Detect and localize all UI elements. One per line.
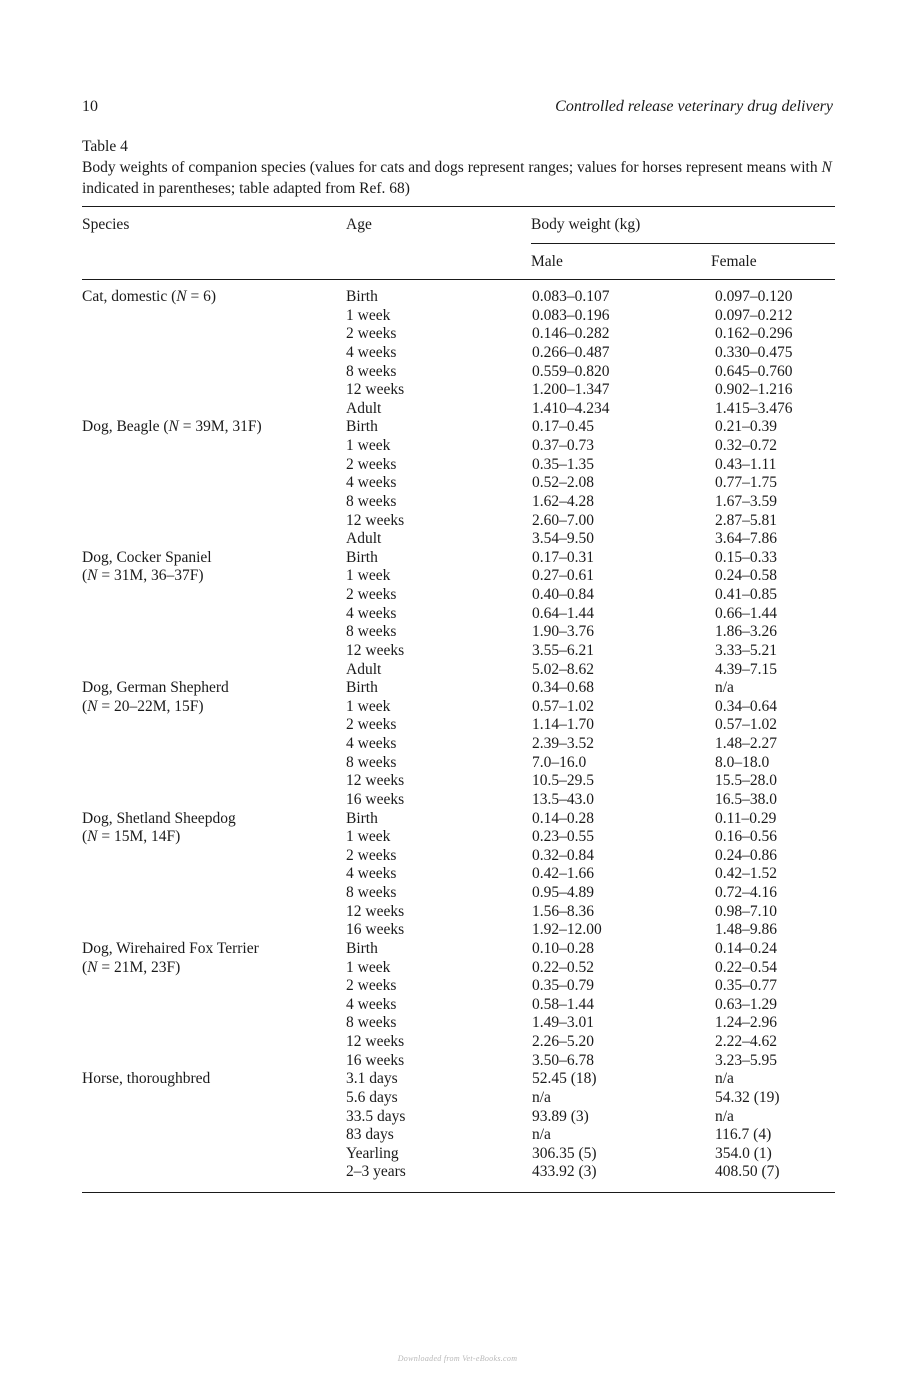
species-cell xyxy=(82,363,346,382)
male-weight-cell: 0.14–0.28 xyxy=(532,809,594,827)
age-cell: Adult xyxy=(346,399,382,417)
female-weight-cell: 408.50 (7) xyxy=(715,1163,780,1181)
male-weight-cell: 0.22–0.52 xyxy=(532,958,594,976)
watermark: Downloaded from Vet-eBooks.com xyxy=(397,1354,518,1363)
age-cell: 1 week xyxy=(346,437,391,454)
header-bottom-rule xyxy=(82,279,835,280)
male-weight-cell: 1.14–1.70 xyxy=(532,716,594,734)
male-weight-cell: 0.37–0.73 xyxy=(532,437,594,454)
age-cell: 12 weeks xyxy=(346,381,405,399)
age-cell: 2 weeks xyxy=(346,455,397,473)
female-weight-cell: 0.35–0.77 xyxy=(715,977,777,995)
male-weight-cell: 1.90–3.76 xyxy=(532,623,594,641)
age-cell: 2 weeks xyxy=(346,586,397,603)
table-row xyxy=(82,530,835,549)
table-row xyxy=(82,903,835,922)
species-cell: Dog, Shetland Sheepdog xyxy=(82,809,236,827)
female-weight-cell: 8.0–18.0 xyxy=(715,753,770,771)
table-row xyxy=(82,605,835,624)
male-weight-cell: 0.52–2.08 xyxy=(532,474,594,492)
male-weight-cell: 1.62–4.28 xyxy=(532,492,594,510)
age-cell: 12 weeks xyxy=(346,511,405,529)
species-cell: Dog, German Shepherd xyxy=(82,679,229,697)
male-weight-cell: 0.17–0.31 xyxy=(532,548,594,566)
female-weight-cell: 116.7 (4) xyxy=(715,1126,772,1144)
species-cell xyxy=(82,623,346,642)
table-row xyxy=(82,884,835,903)
male-weight-cell: 0.266–0.487 xyxy=(532,343,610,361)
table-header xyxy=(82,207,835,279)
male-weight-cell: 3.50–6.78 xyxy=(532,1051,594,1069)
age-cell: Adult xyxy=(346,660,382,678)
table-row xyxy=(82,288,835,307)
age-cell: 1 week xyxy=(346,958,391,976)
table-row xyxy=(82,847,835,866)
male-weight-cell: 0.23–0.55 xyxy=(532,828,594,846)
table-row xyxy=(82,735,835,754)
species-cell xyxy=(82,903,346,922)
species-cell xyxy=(82,735,346,754)
table-row xyxy=(82,698,835,717)
female-weight-cell: 0.66–1.44 xyxy=(715,604,777,622)
table-row xyxy=(82,959,835,978)
female-weight-cell: 3.33–5.21 xyxy=(715,641,777,659)
female-weight-cell: 0.77–1.75 xyxy=(715,474,777,492)
table-row xyxy=(82,1033,835,1052)
table-row xyxy=(82,791,835,810)
species-cell xyxy=(82,1108,346,1127)
male-weight-cell: 2.60–7.00 xyxy=(532,511,594,529)
female-weight-cell: 354.0 (1) xyxy=(715,1144,772,1162)
table-row xyxy=(82,661,835,680)
female-weight-cell: n/a xyxy=(715,1107,734,1125)
table-row xyxy=(82,679,835,698)
male-weight-cell: 5.02–8.62 xyxy=(532,660,594,678)
page-number: 10 xyxy=(82,98,98,115)
species-cell xyxy=(82,400,346,419)
female-weight-cell: 4.39–7.15 xyxy=(715,660,777,678)
table-row xyxy=(82,381,835,400)
age-cell: 8 weeks xyxy=(346,1014,397,1032)
species-cell xyxy=(82,1014,346,1033)
female-weight-cell: 1.67–3.59 xyxy=(715,492,777,510)
female-weight-cell: 1.24–2.96 xyxy=(715,1014,777,1032)
male-weight-cell: 1.92–12.00 xyxy=(532,921,602,939)
table-row xyxy=(82,512,835,531)
table-row xyxy=(82,586,835,605)
species-cell xyxy=(82,344,346,363)
species-cell xyxy=(82,865,346,884)
species-cell: (N = 31M, 36–37F) xyxy=(82,567,204,585)
age-cell: Yearling xyxy=(346,1144,399,1162)
species-cell: (N = 21M, 23F) xyxy=(82,958,181,976)
table-row xyxy=(82,940,835,959)
male-weight-cell: 52.45 (18) xyxy=(532,1070,597,1088)
male-weight-cell: 0.083–0.196 xyxy=(532,306,610,324)
table-caption xyxy=(82,136,837,199)
table-row xyxy=(82,1108,835,1127)
species-cell xyxy=(82,530,346,549)
age-cell: 8 weeks xyxy=(346,884,397,901)
age-cell: 4 weeks xyxy=(346,995,397,1013)
female-weight-cell: 0.57–1.02 xyxy=(715,716,777,734)
table-row xyxy=(82,1163,835,1182)
table-row xyxy=(82,1145,835,1164)
species-cell xyxy=(82,884,346,903)
male-weight-cell: 0.42–1.66 xyxy=(532,865,594,883)
male-weight-cell: 93.89 (3) xyxy=(532,1107,589,1125)
age-cell: 1 week xyxy=(346,828,391,846)
age-cell: 8 weeks xyxy=(346,623,397,641)
age-cell: 1 week xyxy=(346,567,391,585)
species-cell xyxy=(82,325,346,344)
male-weight-cell: 1.200–1.347 xyxy=(532,381,610,399)
table-row xyxy=(82,549,835,568)
table-row xyxy=(82,642,835,661)
female-weight-cell: 0.22–0.54 xyxy=(715,958,777,976)
female-weight-cell: 0.34–0.64 xyxy=(715,697,777,715)
species-cell xyxy=(82,307,346,326)
male-weight-cell: n/a xyxy=(532,1126,551,1144)
species-cell: Dog, Wirehaired Fox Terrier xyxy=(82,939,259,957)
male-weight-cell: 306.35 (5) xyxy=(532,1144,597,1162)
female-weight-cell: 3.64–7.86 xyxy=(715,530,777,548)
male-weight-cell: 0.27–0.61 xyxy=(532,567,594,585)
species-cell xyxy=(82,1145,346,1164)
male-weight-cell: 3.54–9.50 xyxy=(532,530,594,548)
male-weight-cell: 1.49–3.01 xyxy=(532,1014,594,1032)
species-cell xyxy=(82,474,346,493)
age-cell: 16 weeks xyxy=(346,1051,405,1069)
age-cell: 5.6 days xyxy=(346,1088,398,1106)
female-weight-cell: 2.22–4.62 xyxy=(715,1033,777,1050)
female-weight-cell: 1.86–3.26 xyxy=(715,623,777,641)
female-weight-cell: 0.902–1.216 xyxy=(715,381,793,399)
age-cell: 2 weeks xyxy=(346,846,397,864)
species-cell: Dog, Beagle (N = 39M, 31F) xyxy=(82,418,262,436)
age-cell: 12 weeks xyxy=(346,902,405,920)
species-cell xyxy=(82,1126,346,1145)
age-cell: Birth xyxy=(346,679,378,697)
table-row xyxy=(82,456,835,475)
table-row xyxy=(82,325,835,344)
female-weight-cell: n/a xyxy=(715,1070,734,1088)
table-description: Body weights of companion species (values for cats and dogs represent ranges; values for horses represent means with N indicated in parentheses; table adapted from Ref. 68) xyxy=(82,159,832,197)
age-cell: Birth xyxy=(346,288,378,305)
species-cell: Horse, thoroughbred xyxy=(82,1070,211,1088)
female-weight-cell: 16.5–38.0 xyxy=(715,790,777,808)
female-weight-cell: 1.48–9.86 xyxy=(715,921,777,939)
male-weight-cell: 0.35–1.35 xyxy=(532,455,594,473)
age-cell: 12 weeks xyxy=(346,1033,405,1050)
species-cell xyxy=(82,1089,346,1108)
male-weight-cell: n/a xyxy=(532,1088,551,1106)
table-row xyxy=(82,996,835,1015)
species-cell xyxy=(82,754,346,773)
age-cell: Birth xyxy=(346,939,378,957)
species-cell xyxy=(82,847,346,866)
female-weight-cell: 0.63–1.29 xyxy=(715,995,777,1013)
male-weight-cell: 10.5–29.5 xyxy=(532,772,594,790)
species-cell xyxy=(82,921,346,940)
female-weight-cell: 3.23–5.95 xyxy=(715,1051,777,1069)
species-cell xyxy=(82,996,346,1015)
male-weight-cell: 0.57–1.02 xyxy=(532,697,594,715)
species-cell xyxy=(82,716,346,735)
table-row xyxy=(82,772,835,791)
species-cell xyxy=(82,586,346,605)
species-cell xyxy=(82,512,346,531)
age-cell: 2–3 years xyxy=(346,1163,406,1181)
age-cell: 2 weeks xyxy=(346,325,397,343)
female-weight-cell: 1.48–2.27 xyxy=(715,735,777,752)
female-weight-cell: n/a xyxy=(715,679,734,697)
table-row xyxy=(82,1014,835,1033)
female-weight-cell: 2.87–5.81 xyxy=(715,511,777,529)
species-cell: Dog, Cocker Spaniel xyxy=(82,548,212,566)
male-weight-cell: 433.92 (3) xyxy=(532,1163,597,1181)
species-cell xyxy=(82,381,346,400)
male-weight-cell: 1.56–8.36 xyxy=(532,902,594,920)
female-weight-cell: 0.162–0.296 xyxy=(715,325,793,343)
table-row xyxy=(82,307,835,326)
female-weight-cell: 0.330–0.475 xyxy=(715,343,793,361)
female-weight-cell: 0.097–0.212 xyxy=(715,306,793,324)
table-row xyxy=(82,828,835,847)
species-cell xyxy=(82,791,346,810)
male-weight-cell: 0.95–4.89 xyxy=(532,884,594,901)
age-cell: 16 weeks xyxy=(346,790,405,808)
table-row xyxy=(82,977,835,996)
species-cell xyxy=(82,977,346,996)
female-weight-cell: 0.41–0.85 xyxy=(715,586,777,603)
male-weight-cell: 0.58–1.44 xyxy=(532,995,594,1013)
table-row xyxy=(82,400,835,419)
species-cell: (N = 15M, 14F) xyxy=(82,828,181,846)
species-cell xyxy=(82,1033,346,1052)
male-weight-cell: 0.64–1.44 xyxy=(532,604,594,622)
age-cell: 3.1 days xyxy=(346,1070,398,1088)
male-weight-cell: 0.146–0.282 xyxy=(532,325,610,343)
age-cell: 4 weeks xyxy=(346,474,397,492)
female-weight-cell: 0.24–0.86 xyxy=(715,846,777,864)
age-cell: 4 weeks xyxy=(346,865,397,883)
male-weight-cell: 0.35–0.79 xyxy=(532,977,594,995)
age-cell: 8 weeks xyxy=(346,753,397,771)
age-cell: 33.5 days xyxy=(346,1107,406,1125)
species-column-header: Species xyxy=(82,216,130,233)
table-row xyxy=(82,363,835,382)
species-cell xyxy=(82,605,346,624)
table-row xyxy=(82,921,835,940)
male-weight-cell: 2.26–5.20 xyxy=(532,1033,594,1050)
female-weight-cell: 0.15–0.33 xyxy=(715,548,777,566)
table-row xyxy=(82,754,835,773)
table-bottom-rule xyxy=(82,1192,835,1193)
female-weight-cell: 54.32 (19) xyxy=(715,1088,780,1106)
female-weight-cell: 0.11–0.29 xyxy=(715,809,777,827)
table-row xyxy=(82,810,835,829)
species-cell: Cat, domestic (N = 6) xyxy=(82,288,217,305)
table-row xyxy=(82,1089,835,1108)
male-weight-cell: 0.40–0.84 xyxy=(532,586,594,603)
female-weight-cell: 0.16–0.56 xyxy=(715,828,777,846)
table-row xyxy=(82,623,835,642)
table-row xyxy=(82,865,835,884)
female-weight-cell: 0.097–0.120 xyxy=(715,288,793,305)
table-row xyxy=(82,437,835,456)
male-weight-cell: 7.0–16.0 xyxy=(532,753,587,771)
female-weight-cell: 0.645–0.760 xyxy=(715,362,793,380)
male-weight-cell: 0.17–0.45 xyxy=(532,418,594,436)
age-cell: 16 weeks xyxy=(346,921,405,939)
table-row xyxy=(82,1126,835,1145)
age-cell: Adult xyxy=(346,530,382,548)
body-weight-column-header: Body weight (kg) xyxy=(531,216,641,233)
age-cell: Birth xyxy=(346,418,378,436)
female-weight-cell: 0.72–4.16 xyxy=(715,884,777,901)
age-cell: 4 weeks xyxy=(346,604,397,622)
male-weight-cell: 0.10–0.28 xyxy=(532,939,594,957)
age-cell: 12 weeks xyxy=(346,772,405,790)
female-weight-cell: 1.415–3.476 xyxy=(715,399,793,417)
female-weight-cell: 0.98–7.10 xyxy=(715,902,777,920)
male-weight-cell: 3.55–6.21 xyxy=(532,641,594,659)
female-weight-cell: 0.32–0.72 xyxy=(715,437,777,454)
age-column-header: Age xyxy=(346,216,372,233)
table-label: Table 4 xyxy=(82,138,128,155)
male-weight-cell: 2.39–3.52 xyxy=(532,735,594,752)
table-row xyxy=(82,1052,835,1071)
species-cell xyxy=(82,456,346,475)
male-column-header: Male xyxy=(531,253,563,270)
species-cell xyxy=(82,661,346,680)
age-cell: 4 weeks xyxy=(346,343,397,361)
age-cell: 1 week xyxy=(346,306,391,324)
female-weight-cell: 0.21–0.39 xyxy=(715,418,777,436)
page-header xyxy=(82,98,833,122)
age-cell: 2 weeks xyxy=(346,977,397,995)
age-cell: Birth xyxy=(346,809,378,827)
female-weight-cell: 0.24–0.58 xyxy=(715,567,777,585)
age-cell: Birth xyxy=(346,548,378,566)
species-cell: (N = 20–22M, 15F) xyxy=(82,697,204,715)
age-cell: 83 days xyxy=(346,1126,394,1144)
age-cell: 12 weeks xyxy=(346,641,405,659)
male-weight-cell: 1.410–4.234 xyxy=(532,399,610,417)
species-cell xyxy=(82,642,346,661)
female-column-header: Female xyxy=(711,253,757,270)
female-weight-cell: 0.42–1.52 xyxy=(715,865,777,883)
species-cell xyxy=(82,1052,346,1071)
female-weight-cell: 0.14–0.24 xyxy=(715,939,777,957)
species-cell xyxy=(82,437,346,456)
table-row xyxy=(82,567,835,586)
female-weight-cell: 0.43–1.11 xyxy=(715,455,777,473)
age-cell: 8 weeks xyxy=(346,492,397,510)
male-weight-cell: 0.34–0.68 xyxy=(532,679,594,697)
age-cell: 1 week xyxy=(346,697,391,715)
male-weight-cell: 0.083–0.107 xyxy=(532,288,610,305)
table-row xyxy=(82,493,835,512)
body-weight-subrule xyxy=(531,243,835,244)
female-weight-cell: 15.5–28.0 xyxy=(715,772,777,790)
species-cell xyxy=(82,1163,346,1182)
species-cell xyxy=(82,493,346,512)
body-weight-table xyxy=(82,206,835,1193)
age-cell: 2 weeks xyxy=(346,716,397,734)
table-row xyxy=(82,344,835,363)
table-row xyxy=(82,716,835,735)
male-weight-cell: 13.5–43.0 xyxy=(532,790,594,808)
table-body xyxy=(82,288,835,1182)
table-row xyxy=(82,1070,835,1089)
table-row xyxy=(82,474,835,493)
age-cell: 4 weeks xyxy=(346,735,397,752)
running-title: Controlled release veterinary drug delivery xyxy=(555,98,833,115)
age-cell: 8 weeks xyxy=(346,362,397,380)
species-cell xyxy=(82,772,346,791)
table-row xyxy=(82,418,835,437)
male-weight-cell: 0.559–0.820 xyxy=(532,362,610,380)
male-weight-cell: 0.32–0.84 xyxy=(532,846,594,864)
